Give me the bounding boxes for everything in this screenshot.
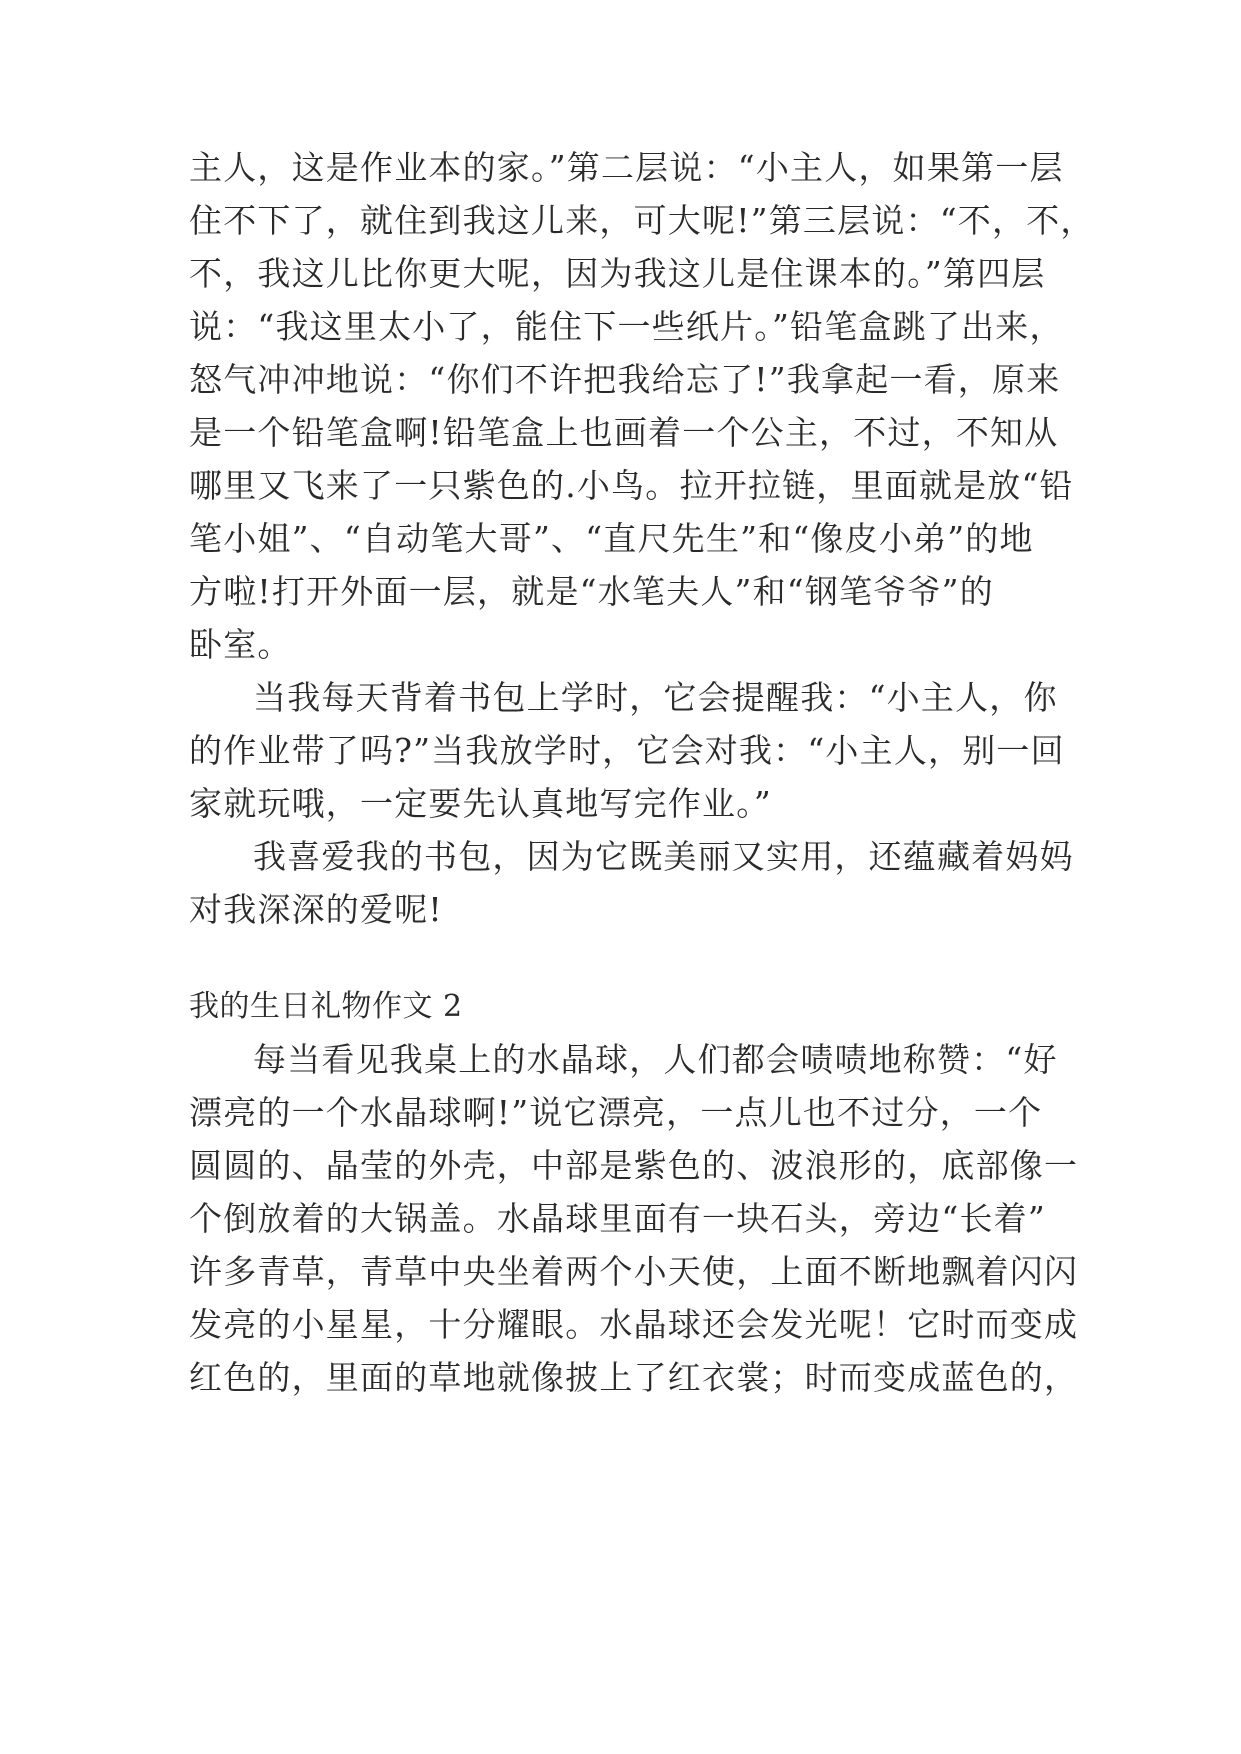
text-line: 许多青草，青草中央坐着两个小天使，上面不断地飘着闪闪: [189, 1252, 1079, 1291]
text-line: 是一个铅笔盒啊!铅笔盒上也画着一个公主，不过，不知从: [189, 413, 1059, 452]
text-line: 对我深深的爱呢!: [189, 890, 443, 929]
text-line: 说：“我这里太小了，能住下一些纸片。”铅笔盒跳了出来，: [189, 307, 1064, 346]
text-line: 当我每天背着书包上学时，它会提醒我：“小主人，你: [253, 678, 1058, 717]
text-line: 红色的，里面的草地就像披上了红衣裳；时而变成蓝色的，: [189, 1358, 1079, 1397]
text-line: 个倒放着的大锅盖。水晶球里面有一块石头，旁边“长着”: [189, 1199, 1046, 1238]
text-line: 方啦!打开外面一层，就是“水笔夫人”和“钢笔爷爷”的: [189, 572, 994, 611]
text-line: 发亮的小星星，十分耀眼。水晶球还会发光呢！它时而变成: [189, 1305, 1079, 1344]
text-line: 怒气冲冲地说：“你们不许把我给忘了!”我拿起一看，原来: [189, 360, 1061, 399]
text-line: 主人，这是作业本的家。”第二层说：“小主人，如果第一层: [189, 148, 1064, 187]
text-line: 圆圆的、晶莹的外壳，中部是紫色的、波浪形的，底部像一: [189, 1146, 1079, 1185]
text-line: 每当看见我桌上的水晶球，人们都会啧啧地称赞：“好: [253, 1040, 1058, 1079]
text-line: 住不下了，就住到我这儿来，可大呢!”第三层说：“不，不，: [189, 201, 1095, 240]
section-heading: 我的生日礼物作文 2: [189, 989, 463, 1024]
text-line: 漂亮的一个水晶球啊!”说它漂亮，一点儿也不过分，一个: [189, 1093, 1043, 1132]
text-line: 我喜爱我的书包，因为它既美丽又实用，还蕴藏着妈妈: [253, 837, 1074, 876]
text-line: 哪里又飞来了一只紫色的.小鸟。拉开拉链，里面就是放“铅: [189, 466, 1074, 505]
text-line: 家就玩哦，一定要先认真地写完作业。”: [189, 784, 772, 823]
text-line: 卧室。: [189, 625, 292, 664]
text-line: 笔小姐”、“自动笔大哥”、“直尺先生”和“像皮小弟”的地: [189, 519, 1034, 558]
text-line: 的作业带了吗?”当我放学时，它会对我：“小主人，别一回: [189, 731, 1065, 770]
text-line: 不，我这儿比你更大呢，因为我这儿是住课本的。”第四层: [189, 254, 1046, 293]
